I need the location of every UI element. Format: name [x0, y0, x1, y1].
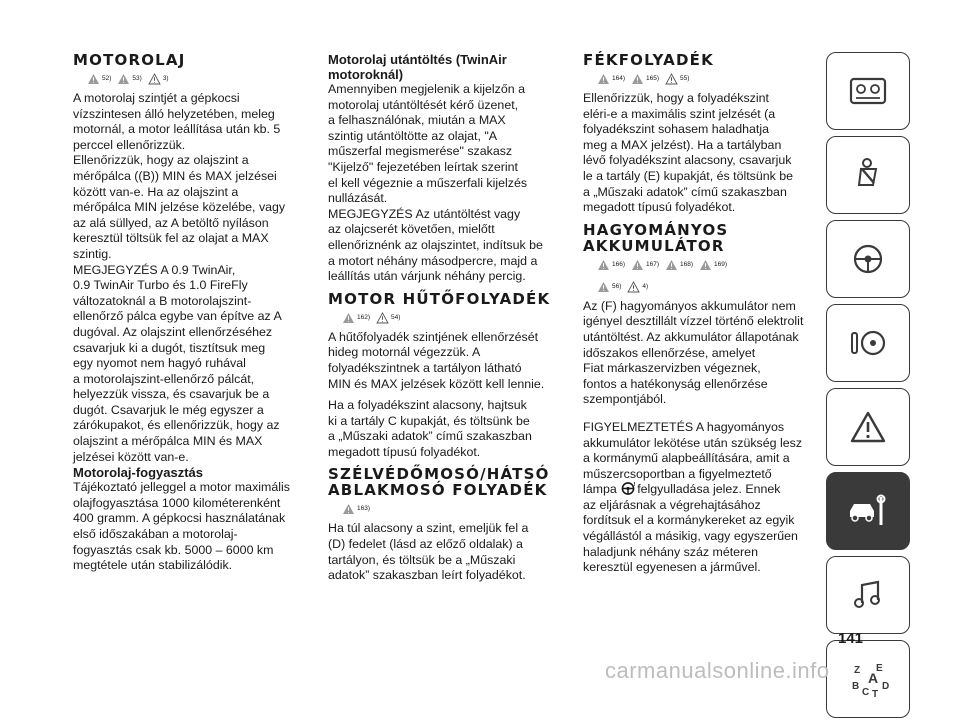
warning-triangle-icon [117, 73, 130, 85]
warning-refs [597, 255, 809, 275]
warning-triangle-icon [342, 503, 355, 515]
tab-emergency[interactable] [826, 388, 910, 466]
warning-triangle-icon [342, 312, 355, 324]
steering-warning-icon [620, 482, 636, 495]
warning-ref-number: 169) [714, 260, 728, 268]
paragraph: A motorolaj szintjét a gépkocsi vízszintesen álló helyzetében, meleg motornál, a motor leállítása után kb. 5 perccel ellenőrizzük. [73, 91, 281, 152]
index-letter: B [852, 681, 860, 692]
warning-triangle-icon [597, 259, 610, 271]
section-heading-akkumulator: HAGYOMÁNYOS AKKUMULÁTOR [583, 220, 729, 255]
index-letter: D [882, 681, 890, 692]
tab-dashboard[interactable] [826, 52, 910, 130]
tab-airbag[interactable] [826, 220, 910, 298]
index-letter: C [862, 687, 870, 698]
warning-ref [597, 73, 625, 85]
warning-ref-number: 4) [642, 282, 649, 290]
section-heading-motorolaj: MOTOROLAJ [73, 51, 186, 69]
watermark: carmanualsonline.info [605, 658, 830, 683]
paragraph: MEGJEGYZÉS A 0.9 TwinAir, 0.9 TwinAir Turbo és 1.0 FireFly változatoknál a B motorolajszint- ellenőrző pálca egybe van építve az A dugóval. Az olajszint ellenőrzéséhez csavarjuk ki a dugót, tisztítsuk meg egy nyomot nem hagyó ruhával a motorolajszint-ellenőrző pálcát, helyezzük vissza, és csavarjuk be a dugót. Csavarjuk le még egyszer a zárókupakot, és ellenőrizzük, hogy az olajszint a mérőpálca MIN és MAX jelzései között van-e. [73, 262, 282, 464]
warning-ref [631, 73, 659, 85]
paragraph-text: felgyulladása jelez. Ennek az eljárásnak a végrehajtásához fordítsuk el a kormánykereket az egyik végállástól a másikig, vagy egyszerűen haladjunk néhány száz méteren keresztül egyenesen a járművel. [583, 482, 798, 575]
warning-triangle-icon [699, 259, 712, 271]
chapter-navigation [826, 52, 910, 724]
svg-text:!: ! [633, 482, 636, 489]
warning-ref [376, 312, 400, 324]
warning-ref-number: 162) [357, 313, 371, 321]
warning-refs [342, 499, 554, 519]
dashboard-icon [846, 71, 890, 111]
warning-ref [627, 281, 648, 293]
index-letter: A [868, 670, 879, 686]
warning-ref-number: 54) [391, 313, 401, 321]
warning-ref [342, 312, 370, 324]
paragraph: Amennyiben megjelenik a kijelzőn a motorolaj utántöltését kérő üzenet, a felhasználónak, miután a MAX szintig utántöltötte az olajat, "A műszerfal megismerése" szakasz "Kijelző" fejezetében leírtak szerint el kell végeznie a műszerfali kijelzés nullázását. [328, 82, 528, 206]
safety-belt-icon [846, 155, 890, 195]
column-right [583, 52, 809, 576]
paragraph-warning [583, 420, 809, 576]
column-middle [328, 52, 554, 584]
multimedia-icon [846, 575, 890, 615]
paragraph: Ha a folyadékszint alacsony, hajtsuk ki a tartály C kupakját, és töltsünk be a „Műszaki adatok” című szakaszban megadott típusú folyadékot. [328, 398, 532, 459]
tab-multimedia[interactable] [826, 556, 910, 634]
warning-triangle-icon [631, 259, 644, 271]
index-letter: Z [854, 665, 861, 676]
paragraph-text: FIGYELMEZTETÉS A hagyományos akkumulátor lekötése után szükség lesz a kormánymű alapbeállítására, amit a műszercsoportban a figyelmeztető lámpa [583, 419, 803, 497]
paragraph: MEGJEGYZÉS Az utántöltést vagy az olajcserét követően, mielőtt ellenőriznénk az olajszintet, indítsuk be a motort néhány másodpercre, majd a leállítás után várjunk néhány percig. [328, 206, 543, 284]
warning-triangle-icon [665, 259, 678, 271]
tab-index[interactable] [826, 640, 910, 718]
warning-ref-number: 167) [646, 260, 660, 268]
tab-starting[interactable] [826, 304, 910, 382]
warning-ref-number: 163) [357, 505, 371, 513]
index-letters-icon [846, 659, 890, 699]
warning-ref-number: 166) [612, 260, 626, 268]
note-icon [665, 73, 678, 85]
tab-safety[interactable] [826, 136, 910, 214]
paragraph: A hűtőfolyadék szintjének ellenőrzését hideg motornál végezzük. A folyadékszintnek a tartályon látható MIN és MAX jelzések között kell lennie. [328, 329, 545, 391]
warning-ref-number: 52) [102, 75, 112, 82]
note-icon [148, 73, 161, 85]
subsection-heading-twinair: Motorolaj utántöltés (TwinAir motoroknál) [328, 52, 507, 82]
warning-ref-number: 164) [612, 75, 626, 82]
warning-ref-number: 55) [680, 75, 690, 82]
warning-triangle-icon [631, 73, 644, 85]
paragraph: Ha túl alacsony a szint, emeljük fel a (D) fedelet (lásd az előző oldalak) a tartályon, és töltsük be a „Műszaki adatok” szakaszban leírt folyadékot. [328, 521, 529, 583]
warning-ref [699, 259, 727, 271]
warning-refs [597, 277, 809, 297]
warning-ref [597, 281, 621, 293]
warning-ref-number: 3) [162, 75, 169, 82]
note-icon [627, 281, 640, 293]
index-letter: E [876, 663, 883, 674]
section-heading-szelvedomoso: SZÉLVÉDŐMOSÓ/HÁTSÓ ABLAKMOSÓ FOLYADÉK [328, 465, 550, 500]
warning-ref-number: 165) [646, 75, 660, 82]
airbag-icon [846, 239, 890, 279]
paragraph: Az (F) hagyományos akkumulátor nem igényel desztillált vízzel történő elektrolit utántöltést. Az akkumulátor állapotának időszakos ellenőrzése, amelyet Fiat márkaszervizben végeznek, fontos a hatékonyság ellenőrzése szempontjából. [583, 298, 804, 407]
tab-maintenance[interactable] [826, 472, 910, 550]
key-steering-icon [846, 323, 890, 363]
warning-ref [597, 259, 625, 271]
warning-ref-number: 56) [612, 282, 622, 290]
warning-ref [665, 259, 693, 271]
paragraph: Ellenőrizzük, hogy a folyadékszint eléri-e a maximális szint jelzését (a folyadékszint sohasem haladhatja meg a MAX jelzést). Ha a tartályban lévő folyadékszint alacsony, csavarjuk le a tartály (E) kupakját, és töltsünk be a „Műszaki adatok” című szakaszban megadott típusú folyadékot. [583, 91, 794, 215]
warning-ref-number: 53) [132, 75, 142, 82]
index-letter: T [872, 689, 879, 699]
warning-ref [631, 259, 659, 271]
warning-ref [665, 73, 689, 85]
warning-refs [342, 308, 554, 328]
warning-ref-number: 168) [680, 260, 694, 268]
section-heading-hutofolyadek: MOTOR HŰTŐFOLYADÉK [328, 289, 551, 308]
warning-ref [342, 503, 370, 515]
warning-refs [597, 69, 809, 89]
warning-triangle-icon [846, 407, 890, 447]
warning-refs [87, 69, 299, 89]
warning-ref [148, 73, 169, 85]
car-service-icon [846, 491, 890, 531]
warning-triangle-icon [597, 281, 610, 293]
warning-triangle-icon [597, 73, 610, 85]
paragraph: Ellenőrizzük, hogy az olajszint a mérőpálca ((B)) MIN és MAX jelzései között van-e. Ha az olajszint a mérőpálca MIN jelzése közelébe, vagy az alá süllyed, az A betöltő nyíláson keresztül töltsük fel az olajat a MAX szintig. [73, 153, 286, 261]
page-number: 141 [838, 630, 864, 647]
warning-ref [87, 73, 111, 85]
paragraph: Tájékoztató jelleggel a motor maximális olajfogyasztása 1000 kilométerenként 400 gramm. A gépkocsi használatának első időszakában a motorolaj- fogyasztás csak kb. 5000 – 6000 km megtétele után stabilizálódik. [73, 480, 290, 573]
warning-triangle-icon [87, 73, 100, 85]
subsection-heading-fogyasztas: Motorolaj-fogyasztás [73, 465, 204, 481]
note-icon [376, 312, 389, 324]
section-heading-fekfolyadek: FÉKFOLYADÉK [583, 51, 714, 69]
warning-ref [117, 73, 141, 85]
column-left [73, 52, 299, 574]
